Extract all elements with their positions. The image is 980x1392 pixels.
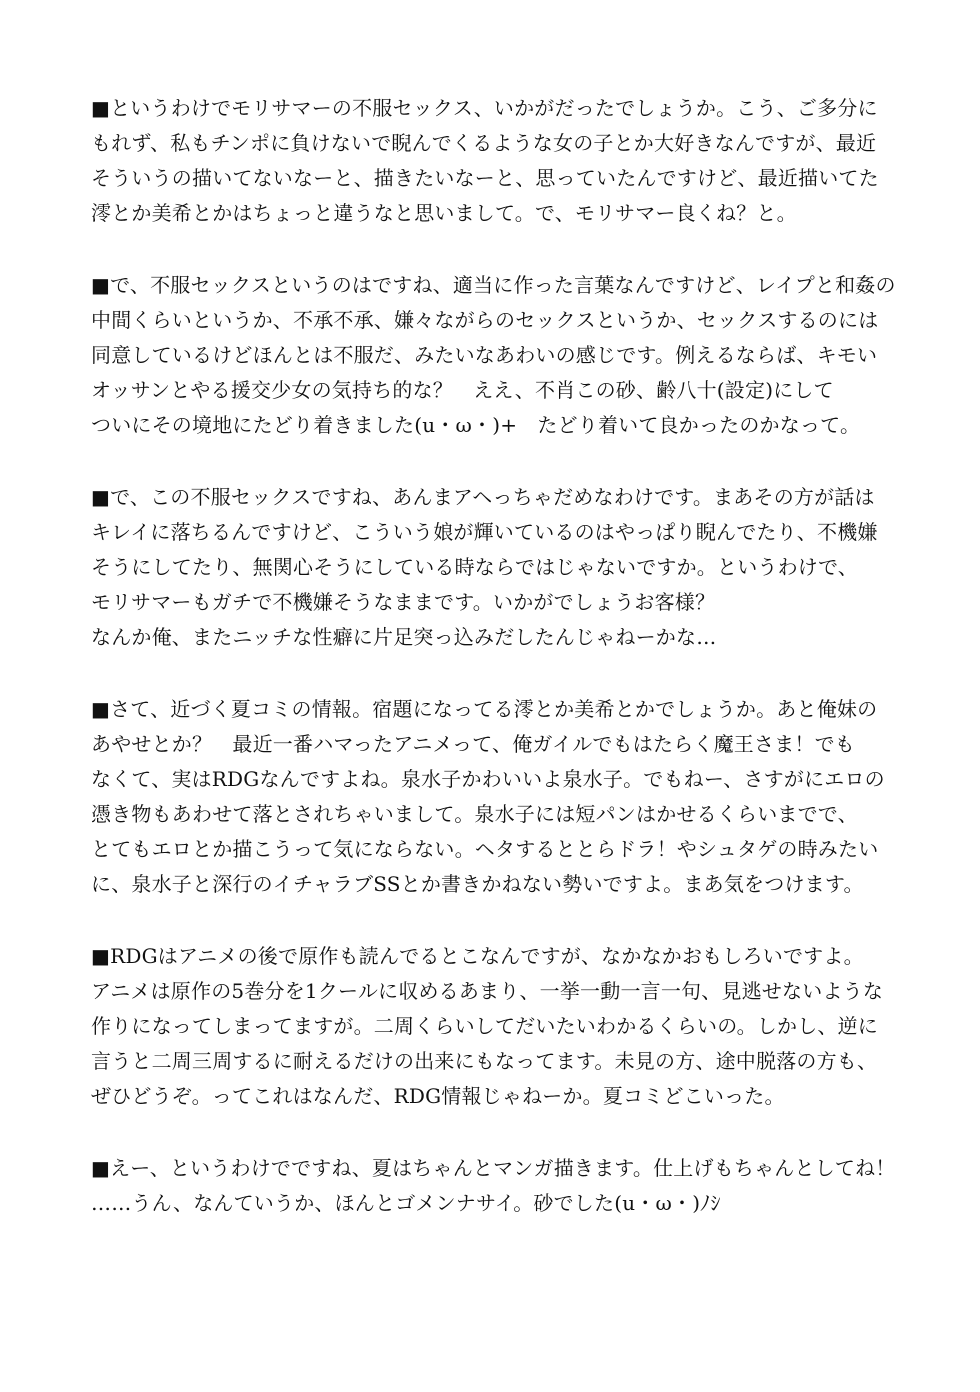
paragraph-fufuku-definition [91, 268, 920, 443]
text-line: ■というわけでモリサマーの不服セックス、いかがだったでしょうか。こう、ご多分に [91, 96, 878, 120]
text-line: ……うん、なんていうか、ほんとゴメンナサイ。砂でした(u・ω・)ﾉｼ [91, 1191, 721, 1215]
paragraph-morisummer-intro [91, 91, 920, 231]
text-line: とてもエロとか描こうって気にならない。ヘタするととらドラ！やシュタゲの時みたい [91, 837, 879, 861]
paragraph-fufuku-style [91, 480, 920, 655]
text-line: ■えー、というわけでですね、夏はちゃんとマンガ描きます。仕上げもちゃんとしてね！ [91, 1156, 896, 1180]
text-line: アニメは原作の5巻分を1クールに収めるあまり、一挙一動一言一句、見逃せないような [91, 979, 884, 1003]
paragraph-rdg-review [91, 939, 920, 1114]
text-line: モリサマーもガチで不機嫌そうなままです。いかがでしょうお客様？ [91, 590, 716, 614]
text-line: なんか俺、またニッチな性癖に片足突っ込みだしたんじゃねーかな… [91, 625, 717, 649]
text-line: に、泉水子と深行のイチャラブSSとか書きかねない勢いですよ。まあ気をつけます。 [91, 872, 864, 896]
text-line: キレイに落ちるんですけど、こういう娘が輝いているのはやっぱり睨んでたり、不機嫌 [91, 520, 878, 544]
text-line: 澪とか美希とかはちょっと違うなと思いまして。で、モリサマー良くね？と。 [91, 201, 797, 225]
text-line: そうにしてたり、無関心そうにしている時ならではじゃないですか。というわけで、 [91, 555, 858, 579]
text-line: あやせとか？ 最近一番ハマったアニメって、俺ガイルでもはたらく魔王さま！でも [91, 732, 855, 756]
text-line: ■で、この不服セックスですね、あんまアヘっちゃだめなわけです。まあその方が話は [91, 485, 875, 509]
text-line: 言うと二周三周するに耐えるだけの出来にもなってます。未見の方、途中脱落の方も、 [91, 1049, 878, 1073]
paragraph-natsucomi-info [91, 692, 920, 902]
text-line: ■RDGはアニメの後で原作も読んでるとこなんですが、なかなかおもしろいですよ。 [91, 944, 864, 968]
text-line: もれず、私もチンポに負けないで睨んでくるような女の子とか大好きなんですが、最近 [91, 131, 877, 155]
text-line: 同意しているけどほんとは不服だ、みたいなあわいの感じです。例えるならば、キモい [91, 343, 878, 367]
text-line: そういうの描いてないなーと、描きたいなーと、思っていたんですけど、最近描いてた [91, 166, 879, 190]
text-line: ■さて、近づく夏コミの情報。宿題になってる澪とか美希とかでしょうか。あと俺妹の [91, 697, 878, 721]
text-line: ぜひどうぞ。ってこれはなんだ、RDG情報じゃねーか。夏コミどこいった。 [91, 1084, 785, 1108]
text-line: オッサンとやる援交少女の気持ち的な？ ええ、不肖この砂、齢八十(設定)にして [91, 378, 834, 402]
text-line: ついにその境地にたどり着きました(u・ω・)+ たどり着いて良かったのかなって。 [91, 413, 861, 437]
text-line: 憑き物もあわせて落とされちゃいまして。泉水子には短パンはかせるくらいまでで、 [91, 802, 858, 826]
text-line: 中間くらいというか、不承不承、嫌々ながらのセックスというか、セックスするのには [91, 308, 879, 332]
paragraph-closing [91, 1151, 920, 1221]
text-line: なくて、実はRDGなんですよね。泉水子かわいいよ泉水子。でもねー、さすがにエロの [91, 767, 885, 791]
text-line: ■で、不服セックスというのはですね、適当に作った言葉なんですけど、レイプと和姦の [91, 273, 896, 297]
text-line: 作りになってしまってますが。二周くらいしてだいたいわかるくらいの。しかし、逆に [91, 1014, 878, 1038]
